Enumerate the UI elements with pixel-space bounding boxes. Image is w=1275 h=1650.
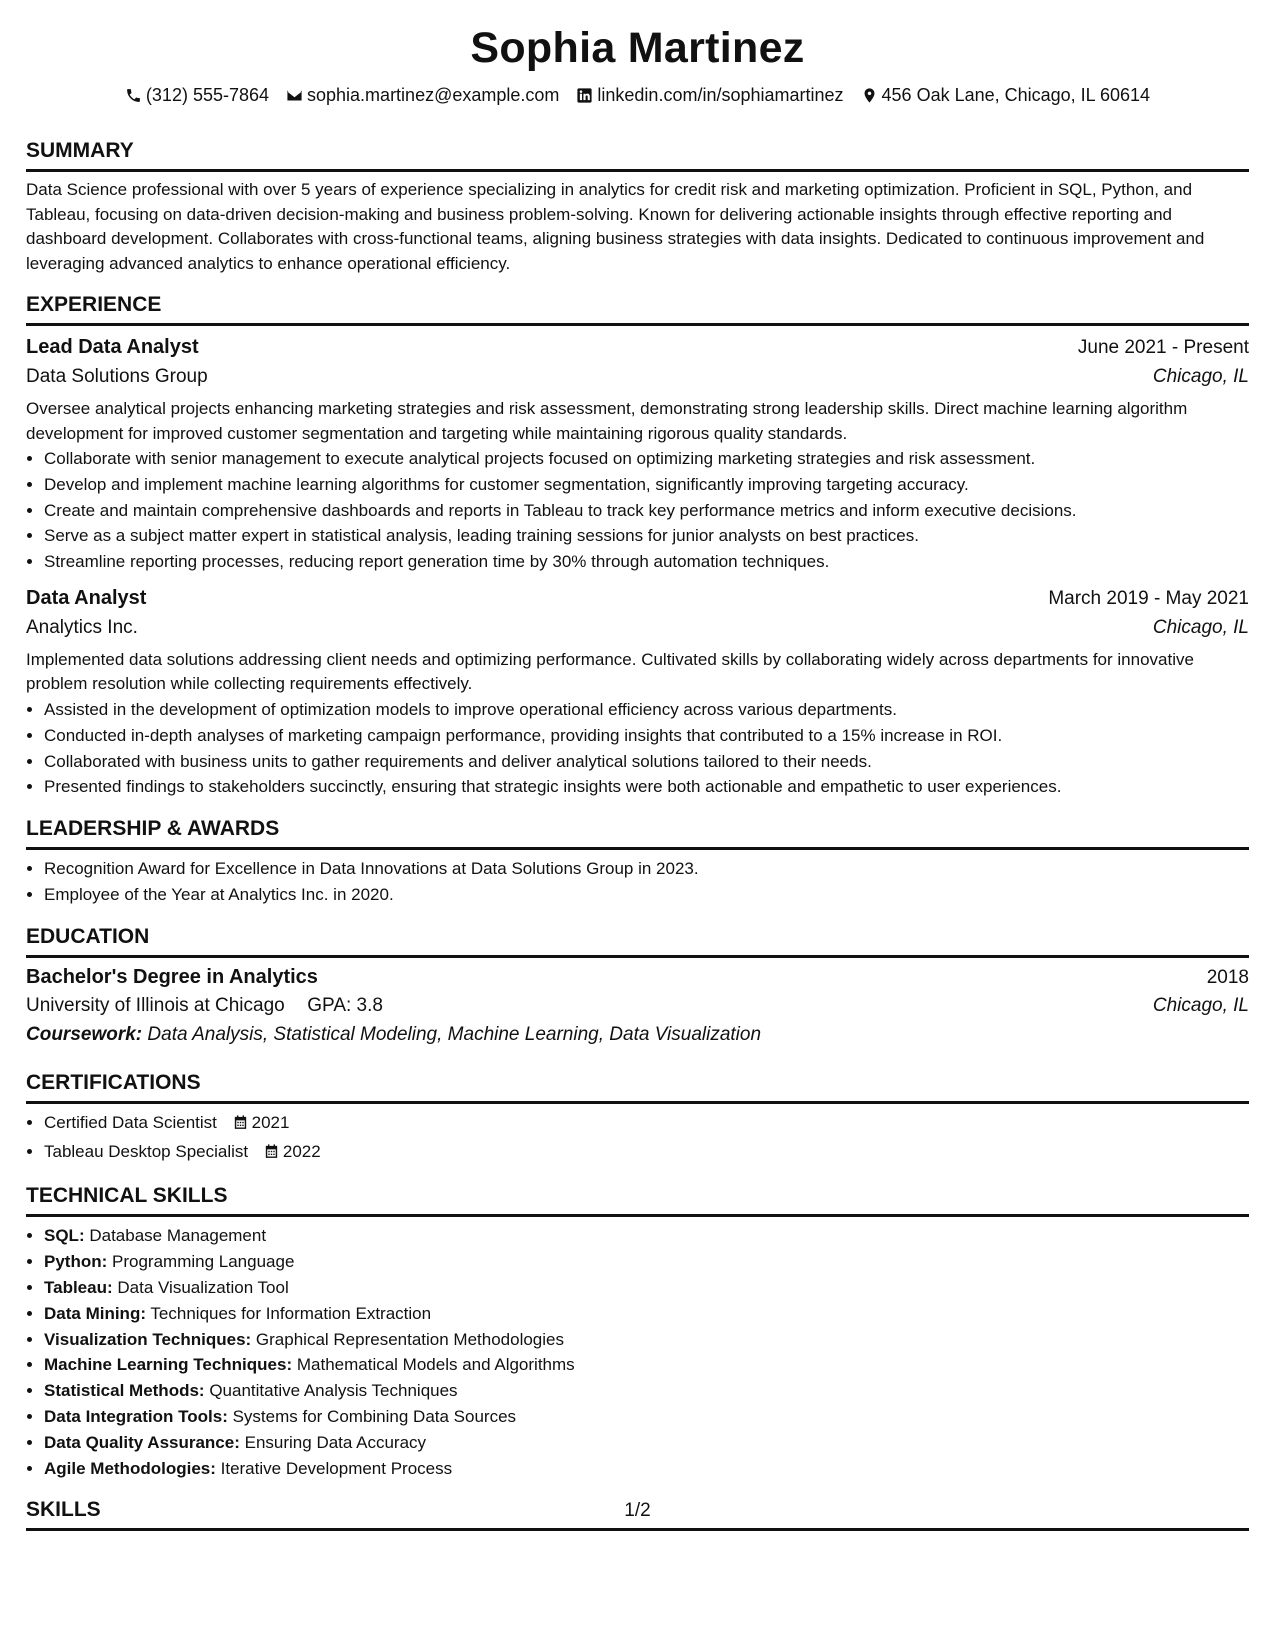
skill-name: Data Mining: — [44, 1303, 146, 1323]
job-company: Analytics Inc. — [26, 616, 138, 638]
skill-name: Data Integration Tools: — [44, 1406, 228, 1426]
skill-desc: Iterative Development Process — [220, 1458, 453, 1478]
list-item — [44, 1404, 1249, 1430]
list-item: • Collaborated with business units to gather requirements and deliver analytical solutions tailored to their needs. — [44, 749, 1249, 775]
skill-name: Statistical Methods: — [44, 1381, 205, 1401]
list-item: • Employee of the Year at Analytics Inc. in 2020. — [44, 882, 1249, 908]
calendar-icon — [263, 1143, 280, 1160]
skill-name: Visualization Techniques: — [44, 1329, 252, 1349]
list-item: • Collaborate with senior management to execute analytical projects focused on optimizing marketing strategies and risk assessment. — [44, 446, 1249, 472]
job-entry — [26, 334, 1249, 575]
education-heading: EDUCATION — [26, 924, 1249, 958]
skill-desc: Programming Language — [112, 1252, 295, 1272]
list-item: • Serve as a subject matter expert in statistical analysis, leading training sessions for junior analysts on best practices. — [44, 523, 1249, 549]
list-item — [44, 1110, 1249, 1139]
skill-desc: Database Management — [89, 1226, 267, 1246]
skill-desc: Graphical Representation Methodologies — [255, 1329, 564, 1349]
awards-section — [26, 816, 1249, 908]
skill-desc: Ensuring Data Accuracy — [244, 1432, 427, 1452]
list-item: • Develop and implement machine learning algorithms for customer segmentation, significantly improving targeting accuracy. — [44, 472, 1249, 498]
job-description: Implemented data solutions addressing client needs and optimizing performance. Cultivated skills by collaborating widely across departments for innovative problem resolution while collecting requirements effectively. — [26, 649, 1194, 694]
skill-name: SQL: — [44, 1226, 85, 1246]
skill-name: Data Quality Assurance: — [44, 1432, 240, 1452]
skill-desc: Mathematical Models and Algorithms — [296, 1355, 575, 1375]
coursework — [26, 1022, 1249, 1048]
job-bullets — [26, 446, 1249, 575]
map-marker-icon — [861, 87, 878, 104]
summary-heading: SUMMARY — [26, 138, 1249, 172]
contact-address — [861, 84, 1151, 106]
school: University of Illinois at Chicago — [26, 994, 285, 1016]
phone-icon — [125, 87, 142, 104]
list-item — [44, 1223, 1249, 1249]
linkedin-icon — [576, 87, 593, 104]
list-item: • Create and maintain comprehensive dashboards and reports in Tableau to track key performance metrics and inform executive decisions. — [44, 498, 1249, 524]
list-item — [44, 1301, 1249, 1327]
contact-phone — [125, 84, 269, 106]
graduation-year: 2018 — [1206, 966, 1249, 988]
list-item — [44, 1275, 1249, 1301]
awards-heading: LEADERSHIP & AWARDS — [26, 816, 1249, 850]
certifications-list — [26, 1110, 1249, 1168]
email-text[interactable]: sophia.martinez@example.com — [307, 85, 560, 105]
skill-desc: Techniques for Information Extraction — [150, 1303, 432, 1323]
contact-email[interactable] — [286, 84, 559, 106]
resume-page — [26, 0, 1249, 1531]
job-dates: June 2021 - Present — [1077, 337, 1249, 358]
education-section — [26, 924, 1249, 1048]
cert-year: 2021 — [251, 1112, 290, 1132]
list-item: • Conducted in-depth analyses of marketing campaign performance, providing insights that contributed to a 15% increase in ROI. — [44, 723, 1249, 749]
list-item: • Streamline reporting processes, reducing report generation time by 30% through automation techniques. — [44, 549, 1249, 575]
job-title: Lead Data Analyst — [26, 336, 199, 358]
gpa: GPA: 3.8 — [307, 994, 383, 1016]
job-entry — [26, 585, 1249, 800]
list-item — [44, 1378, 1249, 1404]
coursework-list: Data Analysis, Statistical Modeling, Machine Learning, Data Visualization — [147, 1023, 762, 1045]
summary-text: Data Science professional with over 5 years of experience specializing in analytics for credit risk and marketing optimization. Proficient in SQL, Python, and Tableau, focusing on data-driven decision-making and business problem-solving. Known for delivering actionable insights through effective reporting and dashboard development. Collaborates with cross-functional teams, aligning business strategies with data insights. Dedicated to continuous improvement and leveraging advanced analytics to enhance operational efficiency. — [26, 180, 1205, 273]
list-item: • Presented findings to stakeholders succinctly, ensuring that strategic insights were both actionable and empathetic to user experiences. — [44, 774, 1249, 800]
degree: Bachelor's Degree in Analytics — [26, 965, 318, 988]
coursework-label: Coursework: — [26, 1023, 143, 1045]
technical-skills-section — [26, 1183, 1249, 1481]
skill-desc: Systems for Combining Data Sources — [232, 1406, 517, 1426]
list-item — [44, 1352, 1249, 1378]
skill-name: Tableau: — [44, 1277, 113, 1297]
address-text: 456 Oak Lane, Chicago, IL 60614 — [881, 85, 1151, 105]
skill-name: Machine Learning Techniques: — [44, 1355, 293, 1375]
job-dates: March 2019 - May 2021 — [1048, 587, 1249, 609]
envelope-icon — [286, 87, 303, 104]
calendar-icon — [232, 1114, 249, 1131]
experience-heading: EXPERIENCE — [26, 292, 1249, 326]
list-item — [44, 1139, 1249, 1168]
awards-list — [26, 856, 1249, 908]
list-item — [44, 1456, 1249, 1482]
contact-bar — [26, 84, 1249, 106]
skill-desc: Quantitative Analysis Techniques — [209, 1381, 458, 1401]
job-company: Data Solutions Group — [26, 366, 208, 387]
skills-heading: SKILLS — [26, 1497, 1249, 1531]
school-location: Chicago, IL — [1152, 994, 1249, 1016]
list-item — [44, 1430, 1249, 1456]
skill-desc: Data Visualization Tool — [117, 1277, 289, 1297]
cert-year: 2022 — [282, 1141, 321, 1161]
phone-text: (312) 555-7864 — [145, 85, 270, 105]
list-item — [44, 1327, 1249, 1353]
certifications-heading: CERTIFICATIONS — [26, 1070, 1249, 1104]
job-location: Chicago, IL — [1152, 616, 1249, 638]
skill-name: Agile Methodologies: — [44, 1458, 216, 1478]
job-title: Data Analyst — [26, 586, 147, 609]
list-item — [44, 1249, 1249, 1275]
cert-name: Certified Data Scientist — [44, 1112, 217, 1132]
job-description: Oversee analytical projects enhancing marketing strategies and risk assessment, demonstrating strong leadership skills. Direct machine learning algorithm development for improved customer segmentation and targeting while maintaining rigorous quality standards. — [26, 399, 1188, 443]
summary-section — [26, 138, 1249, 276]
page-indicator: 1/2 — [624, 1500, 651, 1521]
job-bullets — [26, 697, 1249, 800]
certifications-section — [26, 1070, 1249, 1168]
technical-skills-list — [26, 1223, 1249, 1481]
candidate-name: Sophia Martinez — [470, 24, 805, 72]
linkedin-text[interactable]: linkedin.com/in/sophiamartinez — [597, 85, 844, 105]
skill-name: Python: — [44, 1252, 108, 1272]
list-item: • Assisted in the development of optimization models to improve operational efficiency across various departments. — [44, 697, 1249, 723]
experience-section — [26, 292, 1249, 800]
contact-linkedin[interactable] — [576, 84, 843, 106]
technical-skills-heading: TECHNICAL SKILLS — [26, 1183, 1249, 1217]
cert-name: Tableau Desktop Specialist — [44, 1141, 249, 1161]
list-item: • Recognition Award for Excellence in Data Innovations at Data Solutions Group in 2023. — [44, 856, 1249, 882]
job-location: Chicago, IL — [1152, 366, 1249, 387]
